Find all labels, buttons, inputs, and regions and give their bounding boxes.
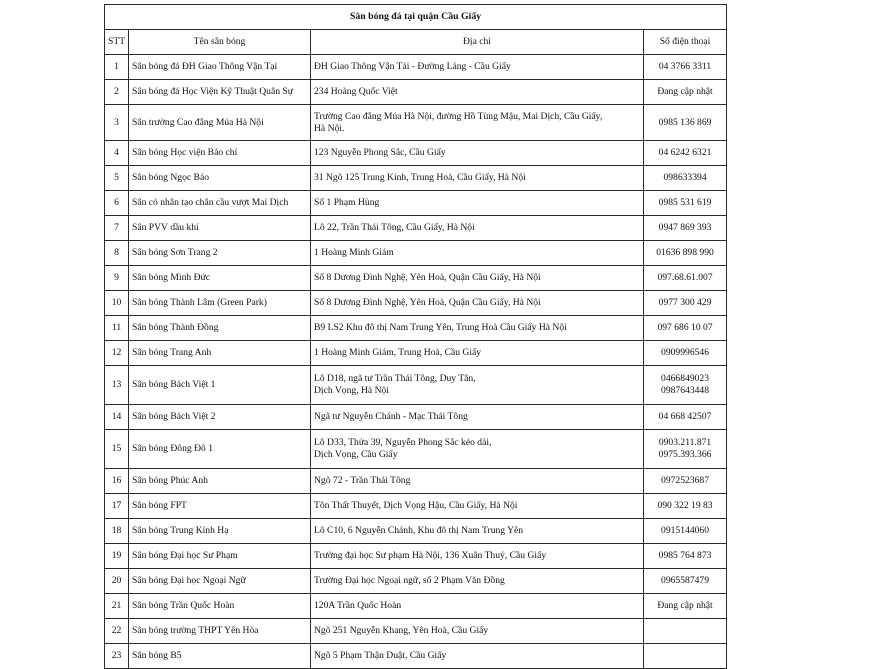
row-address xyxy=(311,241,644,266)
football-fields-table xyxy=(104,4,727,669)
row-address xyxy=(311,191,644,216)
phone-line: 097 686 10 07 xyxy=(657,322,713,333)
table-title-row xyxy=(105,5,727,30)
address-line: Ngã tư Nguyễn Chánh - Mạc Thái Tông xyxy=(314,411,468,422)
row-address xyxy=(311,519,644,544)
address-line: Lô 22, Trần Thái Tông, Cầu Giấy, Hà Nội xyxy=(314,222,475,233)
table-row xyxy=(105,594,727,619)
row-stt: 15 xyxy=(105,430,129,469)
header-phone: Số điện thoại xyxy=(644,30,727,55)
row-field-name: Sân trường Cao đẳng Múa Hà Nội xyxy=(129,105,311,141)
table-body xyxy=(105,5,727,669)
row-stt: 12 xyxy=(105,341,129,366)
address-line: 1 Hoàng Minh Giám xyxy=(314,247,394,258)
row-field-name: Sân bóng Trang Anh xyxy=(129,341,311,366)
row-phone xyxy=(644,141,727,166)
address-line: 120A Trần Quốc Hoàn xyxy=(314,600,402,611)
row-phone xyxy=(644,619,727,644)
row-stt: 23 xyxy=(105,644,129,669)
table-row xyxy=(105,166,727,191)
row-stt: 8 xyxy=(105,241,129,266)
address-line: Ngõ 72 - Trần Thái Tông xyxy=(314,475,411,486)
row-address xyxy=(311,544,644,569)
header-stt: STT xyxy=(105,30,129,55)
address-line: Ngõ 251 Nguyễn Khang, Yên Hoà, Cầu Giấy xyxy=(314,625,489,636)
row-stt: 2 xyxy=(105,80,129,105)
table-row xyxy=(105,494,727,519)
phone-line: 0972523687 xyxy=(661,475,709,486)
table-row xyxy=(105,105,727,141)
row-phone xyxy=(644,544,727,569)
row-phone xyxy=(644,166,727,191)
address-line: 234 Hoàng Quốc Việt xyxy=(314,86,398,97)
table-row xyxy=(105,405,727,430)
phone-line: 097.68.61.007 xyxy=(657,272,713,283)
table-row xyxy=(105,644,727,669)
row-stt: 22 xyxy=(105,619,129,644)
row-stt: 21 xyxy=(105,594,129,619)
row-field-name: Sân bóng Trung Kính Hạ xyxy=(129,519,311,544)
table-row xyxy=(105,216,727,241)
row-field-name: Sân bóng Bách Việt 2 xyxy=(129,405,311,430)
row-phone xyxy=(644,494,727,519)
table-row xyxy=(105,569,727,594)
address-line: Trường Đại học Ngoại ngữ, số 2 Phạm Văn Đồng xyxy=(314,575,505,586)
address-line: Lô C10, 6 Nguyễn Chánh, Khu đô thị Nam Trung Yên xyxy=(314,525,524,536)
phone-line: Đang cập nhật xyxy=(657,600,713,611)
row-field-name: Sân bóng B5 xyxy=(129,644,311,669)
table-row xyxy=(105,80,727,105)
row-phone xyxy=(644,291,727,316)
row-stt: 1 xyxy=(105,55,129,80)
row-stt: 18 xyxy=(105,519,129,544)
row-address xyxy=(311,291,644,316)
phone-line: 0947 869 393 xyxy=(658,222,712,233)
row-field-name: Sân bóng Trần Quốc Hoàn xyxy=(129,594,311,619)
address-line: Số 1 Phạm Hùng xyxy=(314,197,380,208)
row-stt: 13 xyxy=(105,366,129,405)
row-address xyxy=(311,105,644,141)
table-title: Sân bóng đá tại quận Cầu Giấy xyxy=(105,5,727,30)
phone-line: 0985 764 873 xyxy=(658,550,712,561)
table-row xyxy=(105,619,727,644)
phone-line: 01636 898 990 xyxy=(656,247,714,258)
row-phone xyxy=(644,105,727,141)
address-line: 123 Nguyễn Phong Sắc, Cầu Giấy xyxy=(314,147,446,158)
row-stt: 6 xyxy=(105,191,129,216)
address-line: ĐH Giao Thông Vận Tải - Đường Láng - Cầu Giấy xyxy=(314,61,511,72)
address-line: 31 Ngõ 125 Trung Kính, Trung Hoà, Cầu Giấy, Hà Nội xyxy=(314,172,526,183)
row-address xyxy=(311,569,644,594)
table-row xyxy=(105,544,727,569)
row-address xyxy=(311,494,644,519)
phone-line: 04 6242 6321 xyxy=(658,147,712,158)
row-field-name: Sân bóng Đại học Sư Phạm xyxy=(129,544,311,569)
header-name: Tên sân bóng xyxy=(129,30,311,55)
row-field-name: Sân bóng đá ĐH Giao Thông Vận Tại xyxy=(129,55,311,80)
table-row xyxy=(105,469,727,494)
row-phone xyxy=(644,594,727,619)
row-stt: 3 xyxy=(105,105,129,141)
address-line: Trường đại học Sư phạm Hà Nội, 136 Xuân Thuỷ, Cầu Giấy xyxy=(314,550,547,561)
phone-line: 0977 300 429 xyxy=(658,297,712,308)
row-phone xyxy=(644,266,727,291)
row-phone xyxy=(644,644,727,669)
phone-line: 0466849023 xyxy=(661,373,709,384)
table-row xyxy=(105,191,727,216)
row-address xyxy=(311,405,644,430)
row-stt: 14 xyxy=(105,405,129,430)
row-address xyxy=(311,366,644,405)
row-phone xyxy=(644,191,727,216)
row-address xyxy=(311,80,644,105)
row-field-name: Sân bóng trường THPT Yên Hòa xyxy=(129,619,311,644)
table-row xyxy=(105,519,727,544)
row-address xyxy=(311,266,644,291)
row-field-name: Sân bóng Thành Lâm (Green Park) xyxy=(129,291,311,316)
row-phone xyxy=(644,366,727,405)
row-stt: 10 xyxy=(105,291,129,316)
row-phone xyxy=(644,316,727,341)
table-row xyxy=(105,266,727,291)
address-line: B9 LS2 Khu đô thị Nam Trung Yên, Trung Hoà Cầu Giấy Hà Nội xyxy=(314,322,567,333)
phone-line: 098633394 xyxy=(663,172,707,183)
phone-line: 0987643448 xyxy=(661,385,709,396)
row-address xyxy=(311,141,644,166)
address-line: Dịch Vọng, Hà Nội xyxy=(314,385,389,396)
row-phone xyxy=(644,216,727,241)
address-line: Lô D33, Thửa 39, Nguyễn Phong Sắc kéo dài, xyxy=(314,437,492,448)
phone-line: Đang cập nhật xyxy=(657,86,713,97)
address-line: Lô D18, ngã tư Trần Thái Tông, Duy Tân, xyxy=(314,373,476,384)
row-field-name: Sân bóng đá Học Viện Kỹ Thuật Quân Sự xyxy=(129,80,311,105)
table-row xyxy=(105,430,727,469)
row-field-name: Sân bóng Sơn Trang 2 xyxy=(129,241,311,266)
phone-line: 0909996546 xyxy=(661,347,709,358)
table-row xyxy=(105,341,727,366)
phone-line: 0965587479 xyxy=(661,575,709,586)
row-field-name: Sân bóng Ngọc Bảo xyxy=(129,166,311,191)
phone-line: 0985 531 619 xyxy=(658,197,712,208)
row-field-name: Sân bóng Phúc Anh xyxy=(129,469,311,494)
phone-line: 0903.211.871 xyxy=(658,437,712,448)
row-phone xyxy=(644,405,727,430)
address-line: Số 8 Dương Đình Nghệ, Yên Hoà, Quận Cầu Giấy, Hà Nội xyxy=(314,297,541,308)
header-address: Địa chỉ xyxy=(311,30,644,55)
row-field-name: Sân bóng Minh Đức xyxy=(129,266,311,291)
row-address xyxy=(311,430,644,469)
row-phone xyxy=(644,55,727,80)
table-row xyxy=(105,366,727,405)
row-address xyxy=(311,619,644,644)
row-address xyxy=(311,55,644,80)
row-stt: 17 xyxy=(105,494,129,519)
phone-line: 090 322 19 83 xyxy=(657,500,713,511)
row-stt: 11 xyxy=(105,316,129,341)
row-field-name: Sân bóng FPT xyxy=(129,494,311,519)
row-address xyxy=(311,644,644,669)
row-stt: 9 xyxy=(105,266,129,291)
phone-line: 0915144060 xyxy=(661,525,709,536)
address-line: 1 Hoàng Minh Giám, Trung Hoà, Cầu Giấy xyxy=(314,347,482,358)
row-address xyxy=(311,594,644,619)
table-row xyxy=(105,291,727,316)
row-phone xyxy=(644,430,727,469)
phone-line: 0975.393.366 xyxy=(658,449,712,460)
phone-line: 04 3766 3311 xyxy=(658,61,712,72)
table-header-row xyxy=(105,30,727,55)
address-line: Hà Nội. xyxy=(314,122,345,134)
address-line: Tôn Thất Thuyết, Dịch Vọng Hậu, Cầu Giấy, Hà Nội xyxy=(314,500,518,511)
row-address xyxy=(311,469,644,494)
address-line: Dịch Vọng, Cầu Giấy xyxy=(314,449,398,460)
table-row xyxy=(105,241,727,266)
row-stt: 7 xyxy=(105,216,129,241)
row-address xyxy=(311,341,644,366)
row-stt: 4 xyxy=(105,141,129,166)
row-stt: 5 xyxy=(105,166,129,191)
row-phone xyxy=(644,469,727,494)
row-phone xyxy=(644,341,727,366)
row-field-name: Sân bóng Đông Đô 1 xyxy=(129,430,311,469)
address-line: Trường Cao đẳng Múa Hà Nội, đường Hồ Tùng Mậu, Mai Dịch, Cầu Giấy, xyxy=(314,110,603,122)
row-field-name: Sân cỏ nhân tạo chân cầu vượt Mai Dịch xyxy=(129,191,311,216)
row-field-name: Sân PVV dầu khí xyxy=(129,216,311,241)
table-row xyxy=(105,55,727,80)
table-row xyxy=(105,141,727,166)
address-line: Số 8 Dương Đình Nghệ, Yên Hoà, Quận Cầu Giấy, Hà Nội xyxy=(314,272,541,283)
phone-line: 0985 136 869 xyxy=(658,116,712,128)
phone-line: 04 668 42507 xyxy=(658,411,712,422)
row-phone xyxy=(644,569,727,594)
row-stt: 20 xyxy=(105,569,129,594)
row-address xyxy=(311,316,644,341)
row-phone xyxy=(644,519,727,544)
row-phone xyxy=(644,241,727,266)
row-stt: 19 xyxy=(105,544,129,569)
row-address xyxy=(311,166,644,191)
table-row xyxy=(105,316,727,341)
row-address xyxy=(311,216,644,241)
row-phone xyxy=(644,80,727,105)
row-field-name: Sân bóng Học viện Báo chí xyxy=(129,141,311,166)
row-stt: 16 xyxy=(105,469,129,494)
row-field-name: Sân bóng Bách Việt 1 xyxy=(129,366,311,405)
row-field-name: Sân bóng Đại học Ngoại Ngữ xyxy=(129,569,311,594)
address-line: Ngõ 5 Phạm Thận Duật, Cầu Giấy xyxy=(314,650,447,661)
row-field-name: Sân bóng Thành Đồng xyxy=(129,316,311,341)
